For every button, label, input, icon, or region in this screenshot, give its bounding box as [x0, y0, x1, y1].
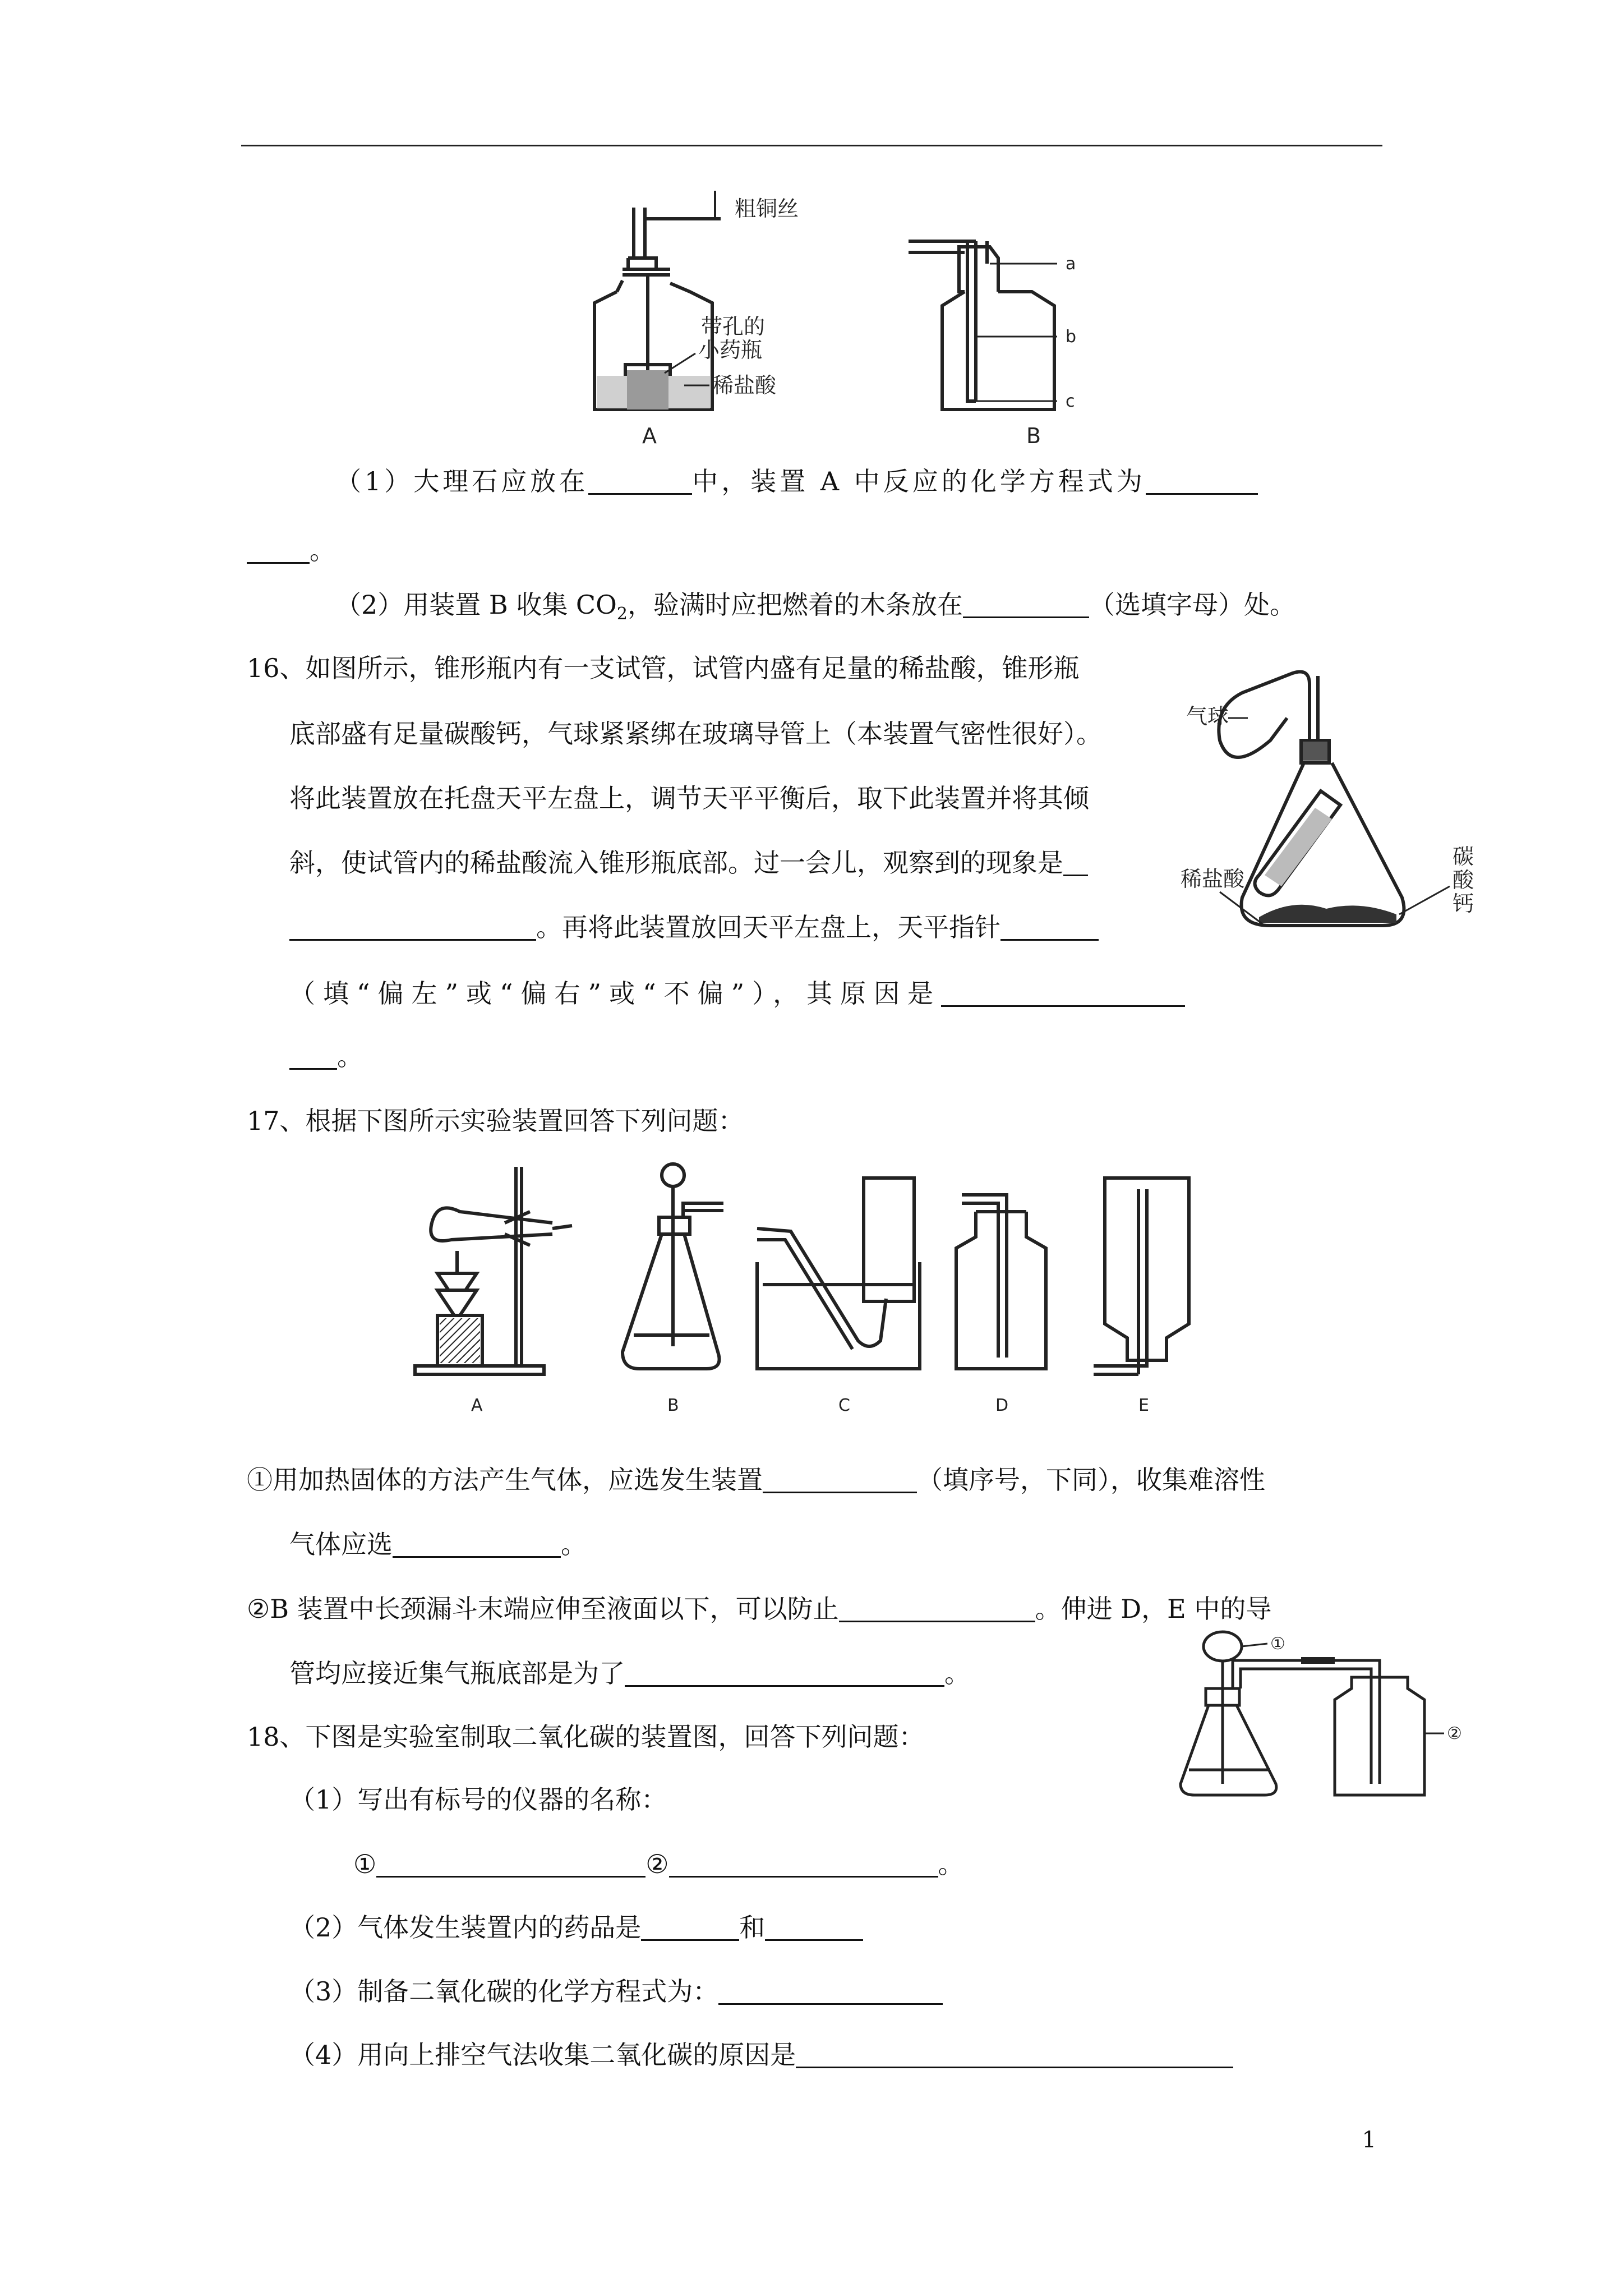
- fig17-caption-b: B: [667, 1396, 679, 1415]
- q17-line1: ①用加热固体的方法产生气体，应选发生装置 （填序号，下同），收集难溶性: [247, 1465, 1265, 1495]
- q17-blank-3[interactable]: [839, 1596, 1035, 1622]
- fig15-label-b: b: [1066, 327, 1077, 347]
- q18-blank-6[interactable]: [796, 2042, 1233, 2068]
- page-number: 1: [1362, 2127, 1376, 2153]
- q17-line3: ②B 装置中长颈漏斗末端应伸至液面以下，可以防止 。伸进 D，E 中的导: [247, 1594, 1272, 1624]
- fig16-flask-apparatus: [1181, 662, 1495, 965]
- q18-blank-2[interactable]: [669, 1851, 938, 1878]
- fig15-label-wire: 粗铜丝: [735, 196, 799, 221]
- fig17-caption-e: E: [1138, 1396, 1149, 1415]
- fig17-caption-d: D: [995, 1396, 1009, 1415]
- q15-blank-1[interactable]: [588, 468, 692, 495]
- q18-blank-5[interactable]: [718, 1978, 943, 2005]
- fig15-label-bottle2: 小药瓶: [698, 338, 763, 362]
- fig18-label-2: ②: [1447, 1724, 1462, 1743]
- fig17-caption-c: C: [838, 1396, 850, 1415]
- fig15-caption-b: B: [1026, 424, 1041, 448]
- q16-line4: 斜，使试管内的稀盐酸流入锥形瓶底部。过一会儿，观察到的现象是: [289, 850, 1088, 876]
- fig16-label-carbonate-3: 钙: [1453, 891, 1474, 916]
- q15-line1: （1）大理石应放在 中，装置 A 中反应的化学方程式为: [335, 468, 1258, 495]
- q18-line1: （1）写出有标号的仪器的名称：: [289, 1784, 667, 1815]
- q17-blank-2[interactable]: [393, 1531, 561, 1558]
- fig15-label-a: a: [1066, 254, 1076, 274]
- q16-blank-2[interactable]: [1000, 914, 1099, 941]
- q18-blank-3[interactable]: [641, 1915, 739, 1941]
- q16-line2: 底部盛有足量碳酸钙，气球紧紧绑在玻璃导管上（本装置气密性很好）。: [289, 719, 1102, 749]
- q16-line7: 。: [289, 1043, 363, 1070]
- q18-title: 18、下图是实验室制取二氧化碳的装置图，回答下列问题：: [247, 1722, 925, 1752]
- q17-blank-4[interactable]: [625, 1660, 944, 1687]
- q16-line6: （填“偏左”或“偏右”或“不偏”），其原因是: [289, 981, 1185, 1007]
- q18-line4: （3）制备二氧化碳的化学方程式为：: [289, 1978, 943, 2005]
- q16-line3: 将此装置放在托盘天平左盘上，调节天平平衡后，取下此装置并将其倾: [289, 783, 1089, 813]
- q15-blank-2-cont[interactable]: [247, 537, 310, 564]
- q18-blank-1[interactable]: [376, 1851, 645, 1878]
- q17-blank-1[interactable]: [763, 1467, 917, 1493]
- header-rule: [241, 145, 1382, 146]
- fig16-label-carbonate-1: 碳: [1453, 844, 1474, 869]
- fig15-label-c: c: [1066, 392, 1075, 411]
- fig17-device-c: [757, 1178, 920, 1369]
- q17-line2: 气体应选 。: [289, 1529, 587, 1559]
- fig17-caption-a: A: [471, 1396, 483, 1415]
- fig15-label-bottle1: 带孔的: [701, 314, 766, 339]
- q16-blank-3[interactable]: [941, 981, 1185, 1007]
- q17-line4: 管均应接近集气瓶底部是为了 。: [289, 1658, 970, 1688]
- fig15-apparatus: [572, 185, 1099, 454]
- q16-line5: 。再将此装置放回天平左盘上，天平指针: [289, 914, 1099, 941]
- q15-line3: （2）用装置 B 收集 $CO_2$，验满时应把燃着的木条放在 （选填字母）处。: [335, 590, 1295, 624]
- fig15-caption-a: A: [642, 424, 657, 448]
- q18-line3: （2）气体发生装置内的药品是 和: [289, 1915, 863, 1941]
- fig16-label-acid: 稀盐酸: [1181, 867, 1245, 891]
- q16-blank-1[interactable]: [1063, 850, 1088, 876]
- fig15-bottle-b: [909, 241, 1054, 409]
- q15-blank-3[interactable]: [963, 592, 1089, 618]
- fig16-label-carbonate-2: 酸: [1453, 868, 1474, 892]
- q16-line1: 16、如图所示，锥形瓶内有一支试管，试管内盛有足量的稀盐酸，锥形瓶: [247, 653, 1080, 683]
- fig17-device-d: [956, 1195, 1046, 1369]
- q17-title: 17、根据下图所示实验装置回答下列问题：: [247, 1106, 744, 1136]
- fig17-device-a: [415, 1167, 572, 1374]
- q15-line2: 。: [247, 537, 335, 564]
- q15-blank-2[interactable]: [1146, 468, 1258, 495]
- fig17-device-e: [1094, 1178, 1189, 1374]
- fig18-label-1: ①: [1270, 1634, 1285, 1654]
- fig18-apparatus: [1166, 1621, 1481, 1806]
- fig15-label-acid: 稀盐酸: [712, 373, 777, 398]
- fig17-device-b: [623, 1164, 723, 1369]
- q18-line5: （4）用向上排空气法收集二氧化碳的原因是: [289, 2042, 1233, 2068]
- fig16-label-balloon: 气球: [1186, 704, 1229, 729]
- fig17-apparatus: [404, 1161, 1256, 1425]
- q18-blank-4[interactable]: [765, 1915, 863, 1941]
- q16-blank-3-cont[interactable]: [289, 1043, 337, 1070]
- q16-blank-1-cont[interactable]: [289, 914, 536, 941]
- q18-line2: ① ② 。: [353, 1849, 964, 1879]
